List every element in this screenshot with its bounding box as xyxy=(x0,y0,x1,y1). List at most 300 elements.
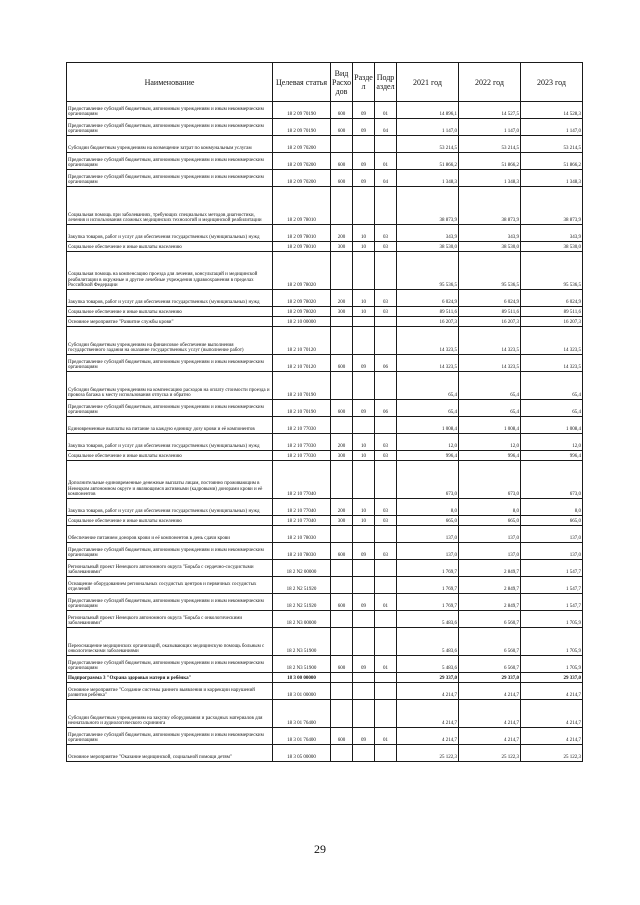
cell-2023: 4 214,7 xyxy=(521,700,583,728)
cell-vid: 600 xyxy=(331,153,353,170)
cell-razdel xyxy=(353,611,375,628)
cell-podrazdel: 03 xyxy=(375,225,397,242)
cell-2021: 16 207,3 xyxy=(397,317,459,327)
table-row xyxy=(67,543,583,560)
cell-2023: 1 008,4 xyxy=(521,417,583,434)
cell-2023: 996,4 xyxy=(521,451,583,461)
cell-2021: 65,4 xyxy=(397,372,459,400)
cell-2021: 343,9 xyxy=(397,225,459,242)
cell-code: 18 2 10 00000 xyxy=(273,317,331,327)
cell-vid: 600 xyxy=(331,119,353,136)
cell-2021: 95 536,5 xyxy=(397,252,459,290)
cell-podrazdel: 03 xyxy=(375,290,397,307)
cell-razdel xyxy=(353,327,375,355)
cell-name: Предоставление субсидий бюджетным, автономным учреждениям и иным некоммерческим организациям xyxy=(67,153,273,170)
cell-podrazdel: 03 xyxy=(375,242,397,252)
cell-2021: 1 008,4 xyxy=(397,417,459,434)
cell-vid xyxy=(331,745,353,762)
cell-2022: 6 560,7 xyxy=(459,656,521,673)
cell-code: 18 2 09 70200 xyxy=(273,153,331,170)
cell-2021: 29 337,0 xyxy=(397,673,459,683)
cell-2021: 1 769,7 xyxy=(397,560,459,577)
cell-podrazdel: 01 xyxy=(375,102,397,119)
cell-code: 18 2 10 78030 xyxy=(273,543,331,560)
cell-code: 18 2 10 77040 xyxy=(273,499,331,516)
cell-razdel: 10 xyxy=(353,434,375,451)
cell-podrazdel: 03 xyxy=(375,307,397,317)
cell-name: Основное мероприятие "Развитие службы крови" xyxy=(67,317,273,327)
cell-vid xyxy=(331,526,353,543)
cell-2021: 38 530,0 xyxy=(397,242,459,252)
cell-name: Закупка товаров, работ и услуг для обеспечения государственных (муниципальных) нужд xyxy=(67,499,273,516)
cell-razdel: 10 xyxy=(353,499,375,516)
cell-name: Основное мероприятие "Создание системы раннего выявления и коррекции нарушений развития ребёнка" xyxy=(67,683,273,700)
cell-name: Закупка товаров, работ и услуг для обеспечения государственных (муниципальных) нужд xyxy=(67,434,273,451)
cell-2021: 6 024,9 xyxy=(397,290,459,307)
cell-2022: 8,0 xyxy=(459,499,521,516)
cell-2022: 53 214,5 xyxy=(459,136,521,153)
cell-2022: 665,0 xyxy=(459,516,521,526)
cell-razdel: 10 xyxy=(353,290,375,307)
cell-razdel xyxy=(353,683,375,700)
table-row xyxy=(67,102,583,119)
table-row xyxy=(67,355,583,372)
cell-2021: 25 122,3 xyxy=(397,745,459,762)
cell-2022: 51 866,2 xyxy=(459,153,521,170)
cell-2021: 1 769,7 xyxy=(397,577,459,594)
cell-vid: 300 xyxy=(331,242,353,252)
cell-podrazdel: 06 xyxy=(375,355,397,372)
cell-2021: 4 214,7 xyxy=(397,683,459,700)
cell-code: 18 2 N2 51920 xyxy=(273,594,331,611)
table-row xyxy=(67,728,583,745)
cell-name: Закупка товаров, работ и услуг для обеспечения государственных (муниципальных) нужд xyxy=(67,225,273,242)
cell-podrazdel xyxy=(375,417,397,434)
cell-2023: 6 024,9 xyxy=(521,290,583,307)
cell-2023: 14 323,5 xyxy=(521,355,583,372)
cell-2022: 38 530,0 xyxy=(459,242,521,252)
table-row xyxy=(67,327,583,355)
table-row xyxy=(67,700,583,728)
cell-podrazdel xyxy=(375,577,397,594)
cell-code: 18 2 10 70120 xyxy=(273,355,331,372)
cell-podrazdel xyxy=(375,560,397,577)
table-row xyxy=(67,673,583,683)
cell-name: Предоставление субсидий бюджетным, автономным учреждениям и иным некоммерческим организациям xyxy=(67,119,273,136)
cell-podrazdel: 01 xyxy=(375,594,397,611)
cell-razdel: 09 xyxy=(353,400,375,417)
cell-2023: 95 536,5 xyxy=(521,252,583,290)
table-row xyxy=(67,461,583,499)
cell-vid xyxy=(331,461,353,499)
cell-code: 18 2 10 77030 xyxy=(273,417,331,434)
table-row xyxy=(67,611,583,628)
cell-code: 18 2 N3 51900 xyxy=(273,628,331,656)
cell-vid: 200 xyxy=(331,290,353,307)
cell-2023: 65,4 xyxy=(521,400,583,417)
cell-2023: 673,0 xyxy=(521,461,583,499)
table-row xyxy=(67,170,583,187)
cell-2022: 12,0 xyxy=(459,434,521,451)
cell-name: Предоставление субсидий бюджетным, автономным учреждениям и иным некоммерческим организациям xyxy=(67,543,273,560)
cell-2022: 673,0 xyxy=(459,461,521,499)
header-2021: 2021 год xyxy=(397,63,459,102)
cell-name: Предоставление субсидий бюджетным, автономным учреждениям и иным некоммерческим организациям xyxy=(67,400,273,417)
cell-code: 18 2 10 77030 xyxy=(273,451,331,461)
cell-podrazdel: 03 xyxy=(375,516,397,526)
cell-razdel xyxy=(353,317,375,327)
cell-code: 18 2 09 78020 xyxy=(273,307,331,317)
cell-vid xyxy=(331,611,353,628)
cell-code: 18 3 00 00000 xyxy=(273,673,331,683)
cell-2023: 137,0 xyxy=(521,526,583,543)
cell-vid: 300 xyxy=(331,307,353,317)
cell-vid: 200 xyxy=(331,225,353,242)
header-razdel: Разде л xyxy=(353,63,375,102)
table-row xyxy=(67,526,583,543)
table-row xyxy=(67,656,583,673)
cell-code: 18 3 05 00000 xyxy=(273,745,331,762)
cell-vid: 600 xyxy=(331,102,353,119)
cell-vid: 600 xyxy=(331,543,353,560)
cell-2022: 25 122,3 xyxy=(459,745,521,762)
table-row xyxy=(67,400,583,417)
cell-2022: 2 849,7 xyxy=(459,594,521,611)
cell-2023: 1 705,9 xyxy=(521,611,583,628)
cell-vid xyxy=(331,327,353,355)
cell-razdel xyxy=(353,187,375,225)
cell-code: 18 2 09 78020 xyxy=(273,252,331,290)
cell-razdel xyxy=(353,673,375,683)
cell-razdel: 09 xyxy=(353,656,375,673)
cell-code: 18 2 10 77040 xyxy=(273,516,331,526)
cell-2021: 14 323,5 xyxy=(397,327,459,355)
cell-vid: 600 xyxy=(331,656,353,673)
cell-2021: 673,0 xyxy=(397,461,459,499)
table-row xyxy=(67,745,583,762)
cell-vid xyxy=(331,673,353,683)
cell-razdel: 09 xyxy=(353,102,375,119)
cell-name: Закупка товаров, работ и услуг для обеспечения государственных (муниципальных) нужд xyxy=(67,290,273,307)
cell-razdel: 09 xyxy=(353,543,375,560)
table-row xyxy=(67,451,583,461)
cell-name: Предоставление субсидий бюджетным, автономным учреждениям и иным некоммерческим организациям xyxy=(67,102,273,119)
cell-razdel xyxy=(353,461,375,499)
cell-2022: 137,0 xyxy=(459,526,521,543)
cell-podrazdel: 03 xyxy=(375,499,397,516)
cell-code: 18 2 09 70200 xyxy=(273,170,331,187)
cell-name: Оснащение оборудованием региональных сосудистых центров и первичных сосудистых отделений xyxy=(67,577,273,594)
cell-2022: 14 323,5 xyxy=(459,355,521,372)
cell-code: 18 3 01 76400 xyxy=(273,728,331,745)
cell-vid: 300 xyxy=(331,451,353,461)
cell-2022: 996,4 xyxy=(459,451,521,461)
cell-2021: 12,0 xyxy=(397,434,459,451)
cell-2023: 1 547,7 xyxy=(521,594,583,611)
cell-2022: 6 560,7 xyxy=(459,628,521,656)
cell-razdel xyxy=(353,526,375,543)
cell-name: Региональный проект Ненецкого автономного округа "Борьба с онкологическими заболеваниями" xyxy=(67,611,273,628)
cell-razdel: 09 xyxy=(353,153,375,170)
cell-2021: 4 214,7 xyxy=(397,728,459,745)
table-row xyxy=(67,683,583,700)
cell-code: 18 2 10 70190 xyxy=(273,400,331,417)
cell-razdel xyxy=(353,700,375,728)
cell-vid xyxy=(331,136,353,153)
table-row xyxy=(67,119,583,136)
cell-podrazdel: 01 xyxy=(375,728,397,745)
cell-podrazdel xyxy=(375,628,397,656)
cell-name: Субсидии бюджетным учреждениям на финансовое обеспечение выполнения государственного задания на оказание государственных услуг (выполнение работ) xyxy=(67,327,273,355)
cell-2022: 14 527,5 xyxy=(459,102,521,119)
cell-podrazdel xyxy=(375,683,397,700)
cell-razdel xyxy=(353,560,375,577)
header-2023: 2023 год xyxy=(521,63,583,102)
header-name: Наименование xyxy=(67,63,273,102)
table-row xyxy=(67,577,583,594)
cell-2022: 14 323,5 xyxy=(459,327,521,355)
cell-vid: 600 xyxy=(331,355,353,372)
cell-2021: 1 769,7 xyxy=(397,594,459,611)
cell-2023: 16 207,3 xyxy=(521,317,583,327)
cell-code: 18 2 09 78020 xyxy=(273,290,331,307)
cell-name: Предоставление субсидий бюджетным, автономным учреждениям и иным некоммерческим организациям xyxy=(67,728,273,745)
cell-2023: 25 122,3 xyxy=(521,745,583,762)
cell-podrazdel: 01 xyxy=(375,153,397,170)
table-row xyxy=(67,290,583,307)
cell-2021: 137,0 xyxy=(397,526,459,543)
cell-name: Региональный проект Ненецкого автономного округа "Борьба с сердечно-сосудистыми заболеваниями" xyxy=(67,560,273,577)
cell-vid: 200 xyxy=(331,434,353,451)
cell-podrazdel: 04 xyxy=(375,170,397,187)
cell-name: Субсидии бюджетным учреждениям на компенсацию расходов на оплату стоимости проезда и провоза багажа к месту использования отпуска и обратно xyxy=(67,372,273,400)
cell-name: Переоснащение медицинских организаций, оказывающих медицинскую помощь больным с онкологическими заболеваниями xyxy=(67,628,273,656)
cell-vid xyxy=(331,577,353,594)
cell-name: Предоставление субсидий бюджетным, автономным учреждениям и иным некоммерческим организациям xyxy=(67,656,273,673)
cell-code: 18 2 10 77030 xyxy=(273,434,331,451)
cell-2022: 137,0 xyxy=(459,543,521,560)
cell-2022: 38 873,9 xyxy=(459,187,521,225)
cell-podrazdel xyxy=(375,673,397,683)
cell-podrazdel: 03 xyxy=(375,434,397,451)
cell-name: Обеспечение питанием доноров крови и её компонентов в день сдачи крови xyxy=(67,526,273,543)
cell-name: Субсидии бюджетным учреждениям на возмещение затрат по коммунальным услугам xyxy=(67,136,273,153)
cell-code: 18 2 10 77040 xyxy=(273,461,331,499)
cell-podrazdel: 01 xyxy=(375,656,397,673)
cell-2023: 665,0 xyxy=(521,516,583,526)
cell-vid: 600 xyxy=(331,728,353,745)
cell-name: Единовременные выплаты на питание за каждую единицу дозу крови и её компонентов xyxy=(67,417,273,434)
cell-2023: 65,4 xyxy=(521,372,583,400)
cell-2021: 1 147,0 xyxy=(397,119,459,136)
cell-code: 18 2 N2 51920 xyxy=(273,577,331,594)
cell-vid: 200 xyxy=(331,499,353,516)
cell-2021: 4 214,7 xyxy=(397,700,459,728)
cell-vid xyxy=(331,372,353,400)
cell-name: Дополнительные единовременные денежные выплаты лицам, постоянно проживающим в Ненецком автономном округе и являющимся активными (кадровыми) донорами крови и её компонентов xyxy=(67,461,273,499)
cell-name: Социальная помощь при заболеваниях, требующих специальных методов диагностики, лечения и использования сложных медицинских технологий и медицинской реабилитации xyxy=(67,187,273,225)
page-number: 29 xyxy=(314,842,326,856)
cell-2021: 51 866,2 xyxy=(397,153,459,170)
cell-code: 18 2 N3 00000 xyxy=(273,611,331,628)
cell-2022: 95 536,5 xyxy=(459,252,521,290)
table-row xyxy=(67,187,583,225)
cell-2022: 1 348,3 xyxy=(459,170,521,187)
cell-vid: 300 xyxy=(331,516,353,526)
cell-razdel xyxy=(353,417,375,434)
table-row xyxy=(67,372,583,400)
cell-podrazdel xyxy=(375,611,397,628)
header-podrazdel: Подр аздел xyxy=(375,63,397,102)
cell-podrazdel xyxy=(375,187,397,225)
table-row xyxy=(67,136,583,153)
table-row xyxy=(67,434,583,451)
cell-razdel xyxy=(353,136,375,153)
cell-2022: 2 849,7 xyxy=(459,577,521,594)
cell-2022: 6 560,7 xyxy=(459,611,521,628)
cell-2022: 1 147,0 xyxy=(459,119,521,136)
cell-razdel: 09 xyxy=(353,119,375,136)
cell-name: Предоставление субсидий бюджетным, автономным учреждениям и иным некоммерческим организациям xyxy=(67,594,273,611)
cell-vid xyxy=(331,417,353,434)
cell-razdel: 10 xyxy=(353,516,375,526)
cell-2021: 53 214,5 xyxy=(397,136,459,153)
table-row xyxy=(67,560,583,577)
cell-razdel: 09 xyxy=(353,170,375,187)
table-row xyxy=(67,499,583,516)
cell-name: Субсидии бюджетным учреждениям на закупку оборудования и расходных материалов для неонатального и аудиологического скрининга xyxy=(67,700,273,728)
cell-2023: 1 147,0 xyxy=(521,119,583,136)
cell-razdel xyxy=(353,372,375,400)
cell-2023: 14 528,3 xyxy=(521,102,583,119)
cell-vid xyxy=(331,628,353,656)
cell-code: 18 3 01 00000 xyxy=(273,683,331,700)
cell-2023: 137,0 xyxy=(521,543,583,560)
cell-2022: 65,4 xyxy=(459,400,521,417)
header-2022: 2022 год xyxy=(459,63,521,102)
cell-2022: 29 337,0 xyxy=(459,673,521,683)
cell-name: Социальная помощь на компенсацию проезда для лечения, консультаций и медицинской реабилитации в окружные и другие лечебные учреждения здравоохранения в пределах Российской Федерации xyxy=(67,252,273,290)
cell-2021: 996,4 xyxy=(397,451,459,461)
cell-podrazdel xyxy=(375,372,397,400)
cell-podrazdel xyxy=(375,136,397,153)
cell-podrazdel xyxy=(375,526,397,543)
cell-2021: 89 511,6 xyxy=(397,307,459,317)
cell-razdel: 10 xyxy=(353,451,375,461)
cell-vid xyxy=(331,683,353,700)
cell-2023: 38 530,0 xyxy=(521,242,583,252)
cell-code: 18 3 01 76400 xyxy=(273,700,331,728)
cell-code: 18 2 09 78010 xyxy=(273,225,331,242)
cell-razdel: 10 xyxy=(353,307,375,317)
cell-name: Предоставление субсидий бюджетным, автономным учреждениям и иным некоммерческим организациям xyxy=(67,355,273,372)
cell-podrazdel xyxy=(375,327,397,355)
cell-2021: 1 348,3 xyxy=(397,170,459,187)
cell-vid xyxy=(331,560,353,577)
cell-2023: 51 866,2 xyxy=(521,153,583,170)
cell-code: 18 2 09 70190 xyxy=(273,119,331,136)
cell-name: Социальное обеспечение и иные выплаты населению xyxy=(67,307,273,317)
cell-razdel: 10 xyxy=(353,225,375,242)
cell-2023: 4 214,7 xyxy=(521,728,583,745)
cell-2021: 5 483,6 xyxy=(397,656,459,673)
cell-razdel: 09 xyxy=(353,594,375,611)
cell-code: 18 2 N3 51900 xyxy=(273,656,331,673)
cell-vid: 600 xyxy=(331,170,353,187)
cell-razdel xyxy=(353,628,375,656)
cell-2022: 2 849,7 xyxy=(459,560,521,577)
cell-podrazdel xyxy=(375,700,397,728)
cell-2021: 14 323,5 xyxy=(397,355,459,372)
cell-code: 18 2 10 70190 xyxy=(273,372,331,400)
header-row xyxy=(67,63,583,102)
cell-2021: 5 483,6 xyxy=(397,628,459,656)
cell-code: 18 2 10 78030 xyxy=(273,526,331,543)
table-row xyxy=(67,307,583,317)
table-row xyxy=(67,225,583,242)
cell-2021: 5 483,6 xyxy=(397,611,459,628)
cell-2023: 1 705,9 xyxy=(521,628,583,656)
cell-vid xyxy=(331,187,353,225)
cell-podrazdel: 06 xyxy=(375,400,397,417)
cell-2021: 137,0 xyxy=(397,543,459,560)
cell-code: 18 2 09 70190 xyxy=(273,102,331,119)
cell-code: 18 2 10 70120 xyxy=(273,327,331,355)
header-article: Целевая статья xyxy=(273,63,331,102)
cell-name: Социальное обеспечение и иные выплаты населению xyxy=(67,516,273,526)
cell-2022: 4 214,7 xyxy=(459,700,521,728)
cell-podrazdel: 04 xyxy=(375,119,397,136)
cell-2022: 65,4 xyxy=(459,372,521,400)
header-vid: Вид Расхо дов xyxy=(331,63,353,102)
cell-2021: 665,0 xyxy=(397,516,459,526)
cell-vid xyxy=(331,317,353,327)
cell-code: 18 2 09 78010 xyxy=(273,187,331,225)
table-row xyxy=(67,317,583,327)
cell-2022: 16 207,3 xyxy=(459,317,521,327)
cell-podrazdel xyxy=(375,252,397,290)
table-row xyxy=(67,516,583,526)
table-row xyxy=(67,628,583,656)
cell-2023: 4 214,7 xyxy=(521,683,583,700)
cell-razdel xyxy=(353,577,375,594)
table-row xyxy=(67,242,583,252)
cell-razdel: 10 xyxy=(353,242,375,252)
cell-name: Предоставление субсидий бюджетным, автономным учреждениям и иным некоммерческим организациям xyxy=(67,170,273,187)
cell-razdel xyxy=(353,745,375,762)
cell-razdel xyxy=(353,252,375,290)
cell-vid: 600 xyxy=(331,594,353,611)
cell-2022: 1 008,4 xyxy=(459,417,521,434)
cell-vid: 600 xyxy=(331,400,353,417)
cell-2023: 38 873,9 xyxy=(521,187,583,225)
table-body xyxy=(67,102,583,762)
cell-code: 18 2 N2 00000 xyxy=(273,560,331,577)
cell-2022: 343,9 xyxy=(459,225,521,242)
cell-2022: 4 214,7 xyxy=(459,728,521,745)
cell-name: Социальное обеспечение и иные выплаты населению xyxy=(67,242,273,252)
cell-name: Социальное обеспечение и иные выплаты населению xyxy=(67,451,273,461)
cell-code: 18 2 09 78010 xyxy=(273,242,331,252)
cell-2022: 4 214,7 xyxy=(459,683,521,700)
cell-2021: 8,0 xyxy=(397,499,459,516)
cell-2023: 1 547,7 xyxy=(521,560,583,577)
table-row xyxy=(67,252,583,290)
cell-2023: 1 547,7 xyxy=(521,577,583,594)
cell-2023: 1 348,3 xyxy=(521,170,583,187)
cell-2023: 14 323,5 xyxy=(521,327,583,355)
cell-podrazdel: 03 xyxy=(375,543,397,560)
